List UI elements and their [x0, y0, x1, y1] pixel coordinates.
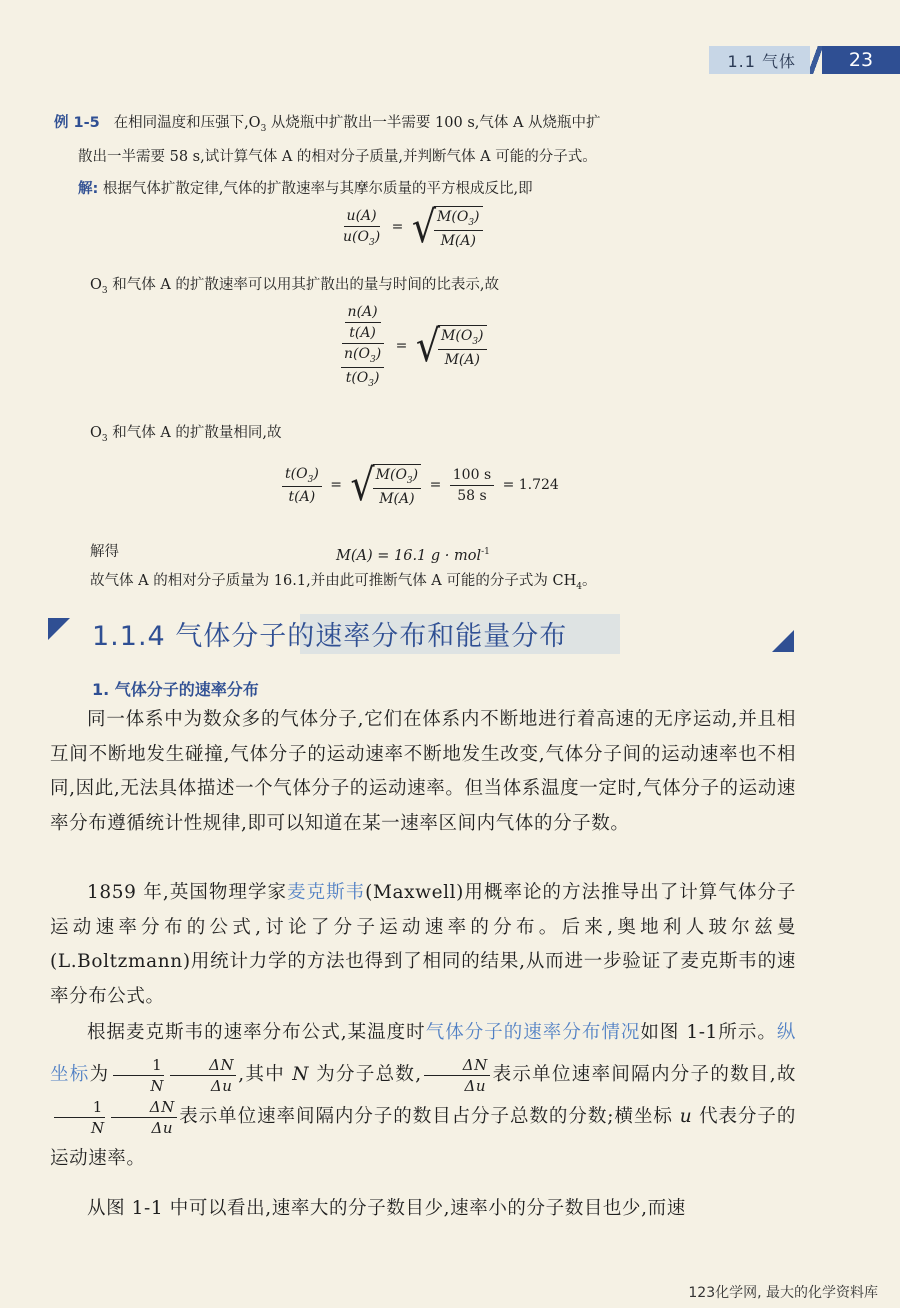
example-line-4: $O_3$ 和气体 A 的扩散量相同,故	[90, 425, 282, 444]
solution-label: 解:	[78, 181, 99, 197]
page-header	[709, 46, 900, 74]
paragraph-2: 1859 年,英国物理学家麦克斯韦(Maxwell)用概率论的方法推导出了计算气体分子运动速率分布的公式,讨论了分子运动速率的分布。后来,奥地利人玻尔兹曼(L.Boltzmann)用统计力学的方法也得到了相同的结果,从而进一步验证了麦克斯韦的速率分布公式。	[50, 882, 796, 1007]
ordinate-link[interactable]: 纵坐标	[50, 1022, 797, 1085]
example-label: 例 1-5	[54, 115, 100, 131]
equation-2: $\frac{\frac{n(A)}{t(A)}}{\frac{n(O_3)}{t(O_3)}}$ = √ $\frac{M(O_3)}{M(A)}$	[338, 304, 487, 389]
solve-line: 解得	[90, 544, 119, 560]
header-slash-decoration	[810, 46, 822, 74]
paragraph-3: 根据麦克斯韦的速率分布公式,某温度时气体分子的速率分布情况如图 1-1所示。纵坐标为 $\frac{1}{N}$ $\frac{\Delta N}{\Delta u}$ ,其中 N 为分子总数, $\frac{\Delta N}{\Delta u}$ 表示单位速率间隔内分子的数目,故 $\frac{1}{N}$ $\frac{\Delta N}{\Delta u}$ 表示单位速率间隔内分子的数目占分子总数的分数;横坐标 u 代表分子的运动速率。	[50, 1022, 797, 1169]
maxwell-link[interactable]: 麦克斯韦	[287, 882, 366, 903]
fraction-dN-du-3: $\frac{\Delta N}{\Delta u}$	[111, 1097, 177, 1138]
page-number: 23	[822, 46, 900, 74]
paragraph-4: 从图 1-1 中可以看出,速率大的分子数目少,速率小的分子数目也少,而速	[87, 1198, 686, 1219]
solve-equation: M(A) = 16.1 g · mol$^{-1}$	[336, 547, 490, 564]
example-line-1: 例 1-5 在相同温度和压强下$,O_3$ 从烧瓶中扩散出一半需要 100 s,气体 A 从烧瓶中扩	[54, 115, 601, 134]
fraction-dN-du: $\frac{\Delta N}{\Delta u}$	[170, 1055, 236, 1096]
fraction-1-over-N-2: $\frac{1}{N}$	[52, 1097, 107, 1138]
example-line-2: 散出一半需要 58 s,试计算气体 A 的相对分子质量,并判断气体 A 可能的分子式。	[78, 149, 597, 165]
section-label: 1.1 气体	[709, 46, 810, 74]
equation-1: $\frac{u(A)}{u(O_3)}$ = √ $\frac{M(O_3)}{M(A)}$	[340, 206, 483, 249]
fraction-1-over-N: $\frac{1}{N}$	[111, 1055, 166, 1096]
paragraph-1: 同一体系中为数众多的气体分子,它们在体系内不断地进行着高速的无序运动,并且相互间不断地发生碰撞,气体分子的运动速率不断地发生改变,气体分子间的运动速率也不相同,因此,无法具体描述一个气体分子的运动速率。但当体系温度一定时,气体分子的运动速率分布遵循统计性规律,即可以知道在某一速率区间内气体的分子数。	[50, 709, 796, 834]
conclusion-line: 故气体 A 的相对分子质量为 16.1,并由此可推断气体 A 可能的分子式为 $CH_4$。	[90, 573, 597, 592]
section-title: 1.1.4 气体分子的速率分布和能量分布	[92, 621, 568, 652]
equation-3: $\frac{t(O_3)}{t(A)}$ = √ $\frac{M(O_3)}{M(A)}$ = $\frac{100 s}{58 s}$ = 1.724	[282, 464, 563, 507]
solution-line: 解: 根据气体扩散定律,气体的扩散速率与其摩尔质量的平方根成反比,即	[78, 181, 533, 197]
heading-corner-right	[772, 630, 794, 652]
subsection-title: 1. 气体分子的速率分布	[92, 680, 259, 699]
fraction-dN-du-2: $\frac{\Delta N}{\Delta u}$	[424, 1055, 490, 1096]
section-heading	[0, 608, 900, 668]
example-line-3: $O_3$ 和气体 A 的扩散速率可以用其扩散出的量与时间的比表示,故	[90, 277, 500, 296]
speed-distribution-link[interactable]: 气体分子的速率分布情况	[425, 1022, 641, 1043]
heading-corner-left	[48, 618, 70, 640]
footer-watermark: 123化学网, 最大的化学资料库	[688, 1285, 878, 1301]
